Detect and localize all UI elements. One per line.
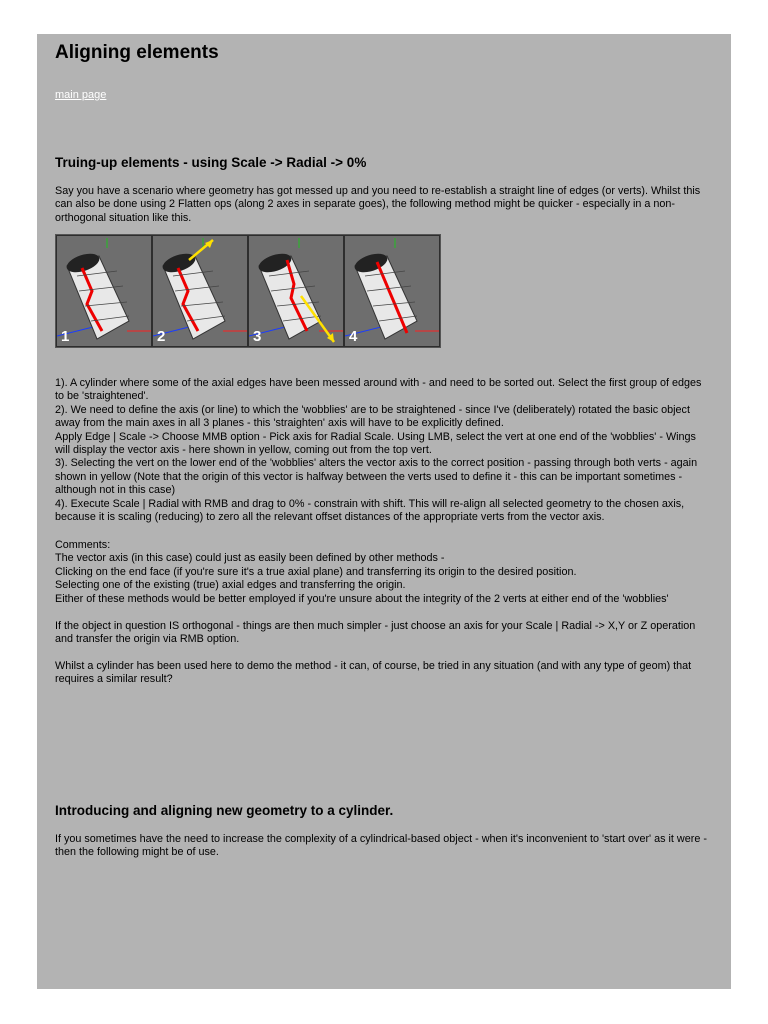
comments-line: Selecting one of the existing (true) axial edges and transferring the origin. <box>55 579 406 592</box>
steps-block <box>55 377 713 524</box>
section2-heading: Introducing and aligning new geometry to a cylinder. <box>55 803 394 818</box>
step-panel-3 <box>249 236 343 346</box>
step-panel-4 <box>345 236 439 346</box>
closing-note: Whilst a cylinder has been used here to demo the method - it can, of course, be tried in any situation (and with any type of geom) that requires a similar result? <box>55 660 692 686</box>
panel-number: 4 <box>349 328 358 345</box>
step-text: 3). Selecting the vert on the lower end of the 'wobblies' alters the vector axis to the correct position - passing through both verts - again shown in yellow (Note that the origin of this vector is halfway between the verts used to define it - this can be important sometimes - although not in this case) <box>55 457 698 497</box>
main-page-link[interactable]: main page <box>55 89 107 101</box>
panel-number: 1 <box>61 328 70 345</box>
step-panel-2 <box>153 236 247 346</box>
comments-line: Either of these methods would be better employed if you're unsure about the integrity of the 2 verts at either end of the 'wobblies' <box>55 592 669 605</box>
panel-number: 2 <box>157 328 166 345</box>
orthogonal-note: If the object in question IS orthogonal - things are then much simpler - just choose an axis for your Scale | Radial -> X,Y or Z operation and transfer the origin via RMB option. <box>55 620 696 646</box>
section2-intro: If you sometimes have the need to increase the complexity of a cylindrical-based object - when it's inconvenient to 'start over' as it were - then the following might be of use. <box>55 833 707 859</box>
comments-line: Clicking on the end face (if you're sure it's a true axial plane) and transferring its origin to the desired position. <box>55 565 577 578</box>
comments-line: The vector axis (in this case) could just as easily been defined by other methods - <box>55 552 445 565</box>
page-title: Aligning elements <box>55 42 219 63</box>
step-text: 4). Execute Scale | Radial with RMB and drag to 0% - constrain with shift. This will re-align all selected geometry to the chosen axis, because it is scaling (reducing) to zero all the relevant offset distances of the appropriate verts from the vector axis. <box>55 497 685 524</box>
section1-heading: Truing-up elements - using Scale -> Radial -> 0% <box>55 155 367 170</box>
panel-number: 3 <box>253 328 262 345</box>
comments-block <box>55 539 713 606</box>
section1-intro: Say you have a scenario where geometry has got messed up and you need to re-establish a straight line of edges (or verts). Whilst this can also be done using 2 Flatten ops (along 2 axes in separate goes), the following method might be quicker - especially in a non-orthogonal situation like this. <box>55 185 701 224</box>
step-text: 1). A cylinder where some of the axial edges have been messed around with - and need to be sorted out. Select the first group of edges to be 'straightened'. <box>55 377 702 403</box>
cylinder-illustration-1 <box>57 236 151 346</box>
step-text: 2). We need to define the axis (or line) to which the 'wobblies' are to be straightened - since I've (deliberately) rotated the basic object away from the main axes in all 3 planes - this 'straighten' axis will have to be explicitly defined. <box>55 403 690 430</box>
cylinder-illustration-2 <box>153 236 247 346</box>
cylinder-illustration-3 <box>249 236 343 346</box>
comments-line: Comments: <box>55 539 111 551</box>
step-text: Apply Edge | Scale -> Choose MMB option - Pick axis for Radial Scale. Using LMB, select the vert at one end of the 'wobblies' - Wings will display the vector axis - here shown in yellow, coming out from the top vert. <box>55 430 696 457</box>
step-panel-1 <box>57 236 151 346</box>
page-content <box>37 34 731 989</box>
cylinder-steps-image <box>55 234 441 348</box>
cylinder-illustration-4 <box>345 236 439 346</box>
